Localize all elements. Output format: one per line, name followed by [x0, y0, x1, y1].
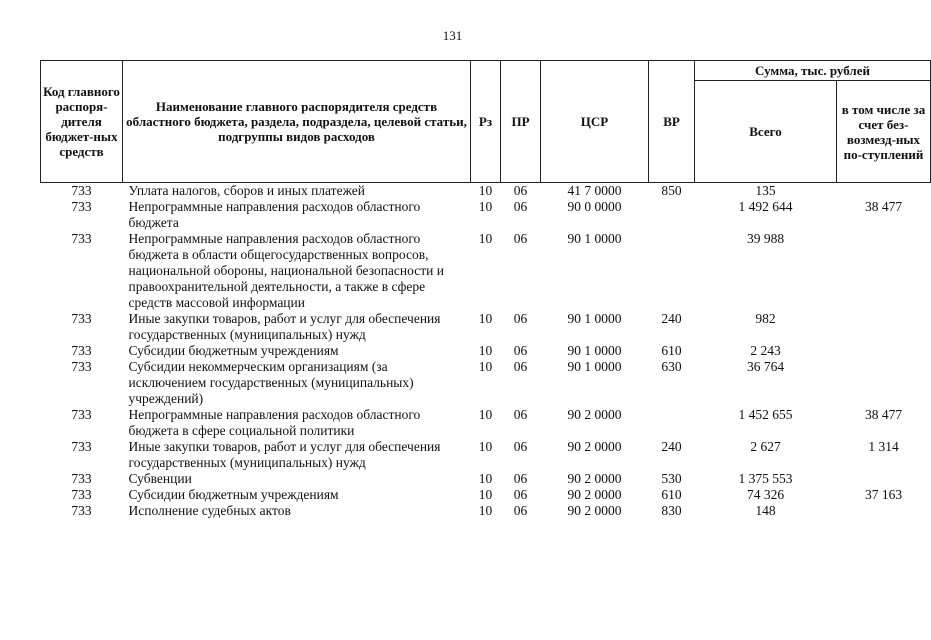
cell-total: 1 375 553: [738, 471, 793, 486]
cell-vr: 630: [661, 359, 682, 374]
header-vr: ВР: [649, 61, 695, 183]
cell-vr: 240: [661, 439, 682, 454]
cell-csr: 90 2 0000: [567, 439, 622, 454]
table-row: [41, 487, 931, 503]
header-name: Наименование главного распорядителя средств областного бюджета, раздела, подраздела, целевой статьи, подгруппы видов расходов: [123, 61, 471, 183]
cell-gratuitous: [837, 359, 931, 407]
cell-rz: 10: [478, 343, 493, 358]
cell-gratuitous: 38 477: [864, 407, 903, 422]
cell-name: Исполнение судебных актов: [128, 503, 291, 518]
cell-total: 1 492 644: [738, 199, 793, 214]
cell-total: 74 326: [746, 487, 785, 502]
cell-pr: 06: [501, 183, 541, 200]
cell-vr: 240: [661, 311, 682, 326]
cell-vr: 530: [661, 471, 682, 486]
cell-rz: 10: [478, 439, 493, 454]
cell-csr: 90 1 0000: [567, 359, 622, 374]
cell-code: 733: [71, 231, 92, 246]
cell-rz: 10: [471, 183, 501, 200]
header-rz: Рз: [471, 61, 501, 183]
cell-name: Субвенции: [128, 471, 192, 486]
cell-gratuitous: [837, 231, 931, 311]
cell-name: Непрограммные направления расходов областного бюджета в сфере социальной политики: [128, 407, 421, 438]
cell-csr: 90 2 0000: [567, 407, 622, 422]
cell-vr: 610: [661, 487, 682, 502]
table-row: [41, 359, 931, 407]
cell-total: 2 243: [750, 343, 781, 358]
cell-pr: 06: [513, 439, 528, 454]
cell-gratuitous: 38 477: [864, 199, 903, 214]
header-csr: ЦСР: [541, 61, 649, 183]
table-row: [41, 471, 931, 487]
cell-code: 733: [71, 487, 92, 502]
cell-rz: 10: [478, 471, 493, 486]
cell-total: 2 627: [750, 439, 781, 454]
cell-code: 733: [71, 311, 92, 326]
table-row: [41, 439, 931, 471]
cell-pr: 06: [513, 199, 528, 214]
cell-name: Непрограммные направления расходов областного бюджета: [128, 199, 421, 230]
cell-name: Уплата налогов, сборов и иных платежей: [123, 183, 471, 200]
cell-csr: 90 1 0000: [567, 231, 622, 246]
cell-gratuitous: [837, 471, 931, 487]
cell-name: Субсидии некоммерческим организациям (за исключением государственных (муниципальных) учреждений): [128, 359, 414, 406]
cell-code: 733: [71, 343, 92, 358]
cell-csr: 90 2 0000: [567, 487, 622, 502]
page-number: 131: [442, 28, 463, 43]
table-row: [41, 407, 931, 439]
cell-gratuitous: [837, 503, 931, 519]
cell-code: 733: [71, 359, 92, 374]
cell-rz: 10: [478, 407, 493, 422]
table-body: [41, 183, 931, 520]
cell-pr: 06: [513, 231, 528, 246]
table-row: [41, 231, 931, 311]
cell-code: 733: [41, 183, 123, 200]
cell-vr: [649, 407, 695, 439]
cell-pr: 06: [513, 471, 528, 486]
cell-pr: 06: [513, 503, 528, 518]
table-row: [41, 199, 931, 231]
header-gratuitous: в том числе за счет без-возмезд-ных по-ступлений: [837, 81, 931, 183]
cell-pr: 06: [513, 407, 528, 422]
table-row: [41, 343, 931, 359]
cell-pr: 06: [513, 487, 528, 502]
cell-vr: 830: [661, 503, 682, 518]
cell-gratuitous: [837, 183, 931, 200]
table-row: [41, 183, 931, 200]
cell-gratuitous: 1 314: [868, 439, 899, 454]
cell-code: 733: [71, 199, 92, 214]
cell-csr: 90 2 0000: [567, 503, 622, 518]
cell-gratuitous: [837, 343, 931, 359]
cell-total: 39 988: [746, 231, 785, 246]
cell-total: 1 452 655: [738, 407, 793, 422]
header-code: Код главного распоря-дителя бюджет-ных средств: [41, 61, 123, 183]
cell-csr: 41 7 0000: [541, 183, 649, 200]
cell-vr: [649, 231, 695, 311]
cell-total: 135: [695, 183, 837, 200]
cell-vr: 850: [649, 183, 695, 200]
cell-gratuitous: [837, 311, 931, 343]
cell-total: 148: [755, 503, 776, 518]
cell-pr: 06: [513, 359, 528, 374]
cell-rz: 10: [478, 199, 493, 214]
header-total: Всего: [695, 81, 837, 183]
cell-code: 733: [71, 471, 92, 486]
cell-name: Субсидии бюджетным учреждениям: [128, 343, 339, 358]
cell-total: 982: [755, 311, 776, 326]
cell-code: 733: [71, 503, 92, 518]
cell-csr: 90 1 0000: [567, 311, 622, 326]
cell-rz: 10: [478, 503, 493, 518]
cell-name: Иные закупки товаров, работ и услуг для обеспечения государственных (муниципальных) нужд: [128, 311, 441, 342]
cell-rz: 10: [478, 231, 493, 246]
cell-pr: 06: [513, 343, 528, 358]
cell-rz: 10: [478, 359, 493, 374]
cell-name: Непрограммные направления расходов областного бюджета в области общегосударственных вопросов, национальной обороны, национальной безопасности и правоохранительной деятельности, а также в сфере средств массовой информации: [128, 231, 444, 310]
header-pr: ПР: [501, 61, 541, 183]
table-header: [41, 61, 931, 183]
cell-code: 733: [71, 407, 92, 422]
cell-pr: 06: [513, 311, 528, 326]
cell-name: Субсидии бюджетным учреждениям: [128, 487, 339, 502]
cell-csr: 90 1 0000: [567, 343, 622, 358]
cell-csr: 90 0 0000: [567, 199, 622, 214]
cell-rz: 10: [478, 487, 493, 502]
cell-csr: 90 2 0000: [567, 471, 622, 486]
budget-table: [40, 60, 931, 519]
table-row: [41, 311, 931, 343]
header-sum-group: Сумма, тыс. рублей: [695, 61, 931, 81]
cell-code: 733: [71, 439, 92, 454]
cell-total: 36 764: [746, 359, 785, 374]
table-row: [41, 503, 931, 519]
cell-vr: [649, 199, 695, 231]
cell-name: Иные закупки товаров, работ и услуг для обеспечения государственных (муниципальных) нужд: [128, 439, 441, 470]
cell-gratuitous: 37 163: [864, 487, 903, 502]
cell-rz: 10: [478, 311, 493, 326]
cell-vr: 610: [661, 343, 682, 358]
